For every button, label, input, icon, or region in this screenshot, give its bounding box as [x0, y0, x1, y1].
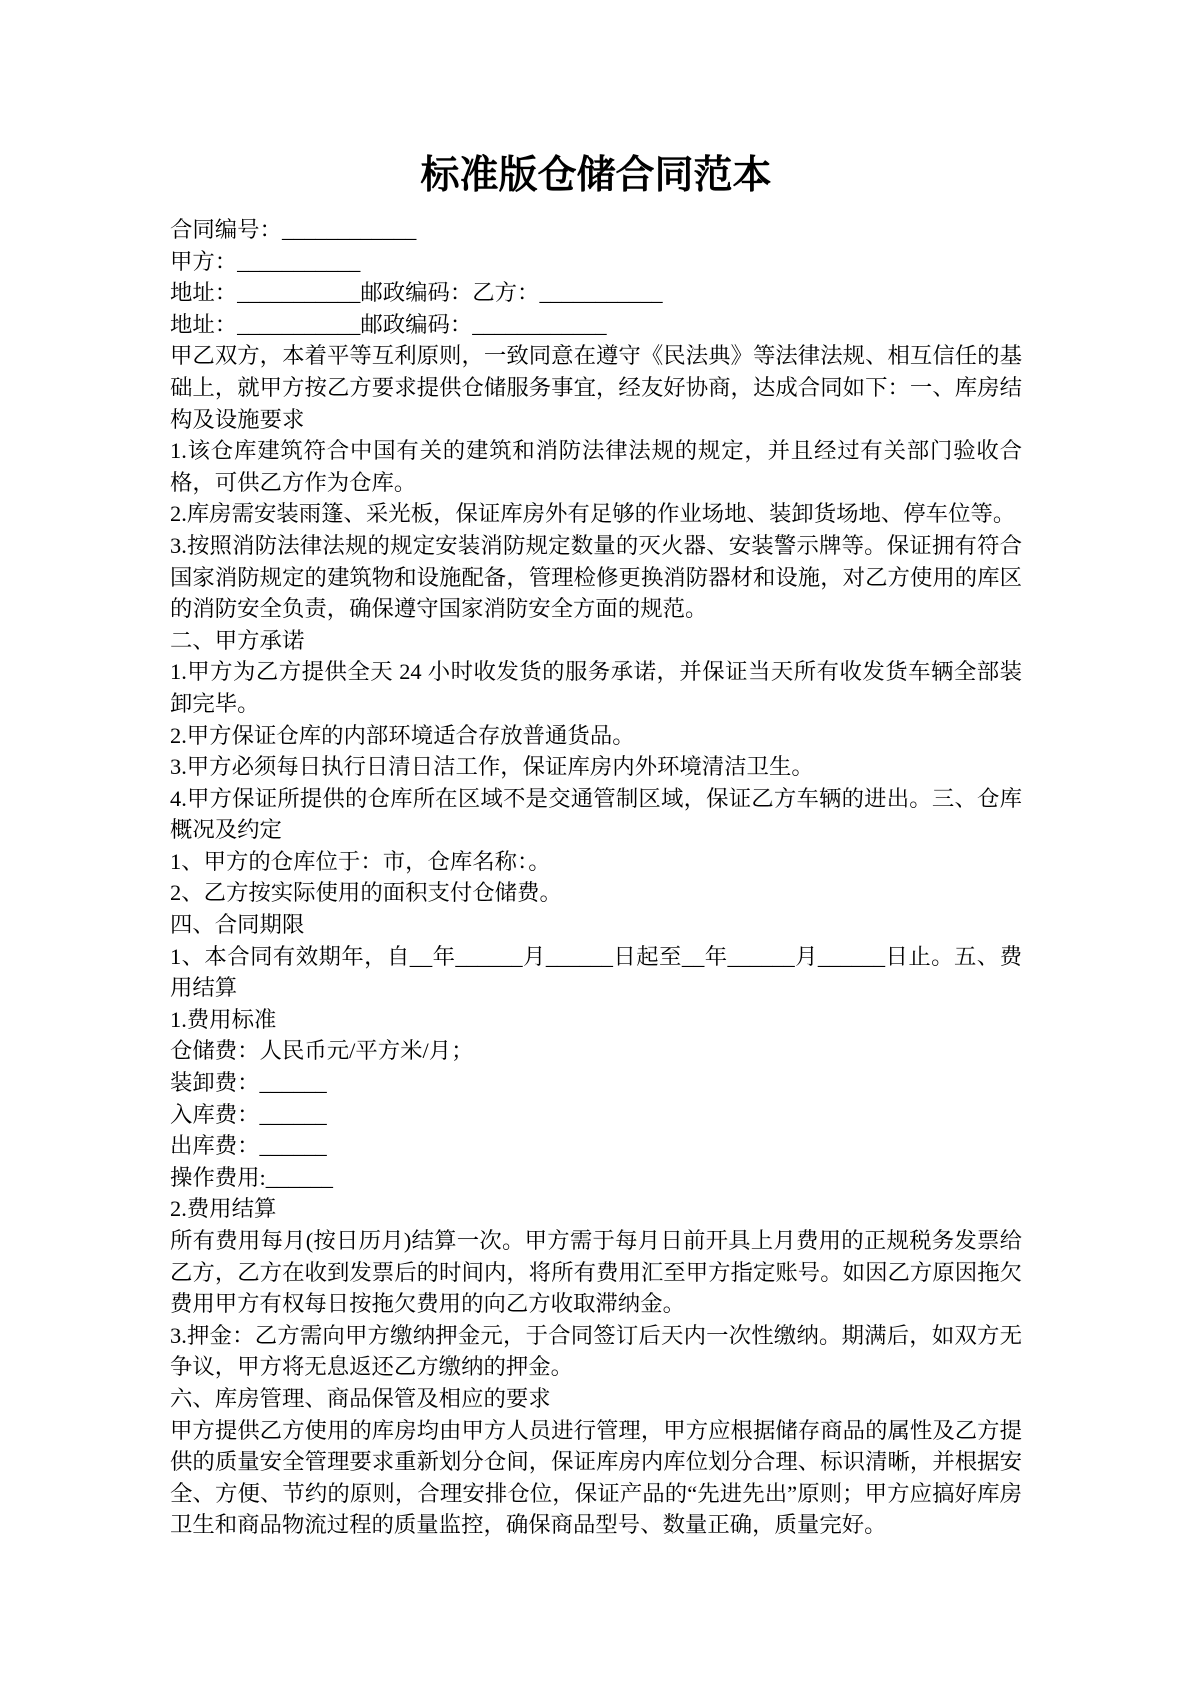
document-paragraph: 2.库房需安装雨篷、采光板，保证库房外有足够的作业场地、装卸货场地、停车位等。 — [170, 501, 1016, 527]
document-paragraph: 3.甲方必须每日执行日清日洁工作，保证库房内外环境清洁卫生。 — [170, 754, 814, 780]
document-paragraph: 4.甲方保证所提供的仓库所在区域不是交通管制区域，保证乙方车辆的进出。三、仓库概况及约定 — [170, 785, 1022, 843]
document-paragraph: 3.押金：乙方需向甲方缴纳押金元，于合同签订后天内一次性缴纳。期满后，如双方无争议，甲方将无息返还乙方缴纳的押金。 — [170, 1322, 1022, 1380]
document-paragraph: 合同编号：____________ — [170, 217, 417, 242]
contract-document — [170, 150, 1022, 1541]
document-paragraph: 装卸费：______ — [170, 1070, 327, 1096]
document-paragraph: 2.甲方保证仓库的内部环境适合存放普通货品。 — [170, 722, 635, 748]
document-body — [170, 214, 1022, 1541]
document-paragraph: 1.甲方为乙方提供全天 24 小时收发货的服务承诺，并保证当天所有收发货车辆全部装卸完毕。 — [170, 659, 1022, 716]
document-paragraph: 1.该仓库建筑符合中国有关的建筑和消防法律法规的规定，并且经过有关部门验收合格，可供乙方作为仓库。 — [170, 438, 1022, 495]
document-paragraph: 1、甲方的仓库位于：市，仓库名称：。 — [170, 848, 551, 874]
document-paragraph: 二、甲方承诺 — [170, 627, 305, 653]
document-paragraph: 六、库房管理、商品保管及相应的要求 — [170, 1385, 551, 1411]
document-paragraph: 2、乙方按实际使用的面积支付仓储费。 — [170, 880, 562, 906]
document-paragraph: 仓储费：人民币元/平方米/月； — [170, 1038, 474, 1064]
document-paragraph: 甲乙双方，本着平等互利原则，一致同意在遵守《民法典》等法律法规、相互信任的基础上，就甲方按乙方要求提供仓储服务事宜，经友好协商，达成合同如下：一、库房结构及设施要求 — [170, 343, 1022, 432]
document-paragraph: 出库费：______ — [170, 1133, 327, 1159]
document-title: 标准版仓储合同范本 — [420, 154, 772, 197]
document-paragraph: 1、本合同有效期年，自__年______月______日起至__年______月______日止。五、费用结算 — [170, 943, 1022, 1001]
document-paragraph: 地址：___________邮政编码：____________ — [170, 311, 607, 337]
document-paragraph: 1.费用标准 — [170, 1006, 277, 1032]
document-paragraph: 甲方：___________ — [170, 248, 361, 274]
document-paragraph: 甲方提供乙方使用的库房均由甲方人员进行管理，甲方应根据储存商品的属性及乙方提供的质量安全管理要求重新划分仓间，保证库房内库位划分合理、标识清晰，并根据安全、方便、节约的原则，合理安排仓位，保证产品的“先进先出”原则；甲方应搞好库房卫生和商品物流过程的质量监控，确保商品型号、数量正确，质量完好。 — [170, 1417, 1022, 1538]
document-paragraph: 2.费用结算 — [170, 1196, 277, 1222]
document-paragraph: 3.按照消防法律法规的规定安装消防规定数量的灭火器、安装警示牌等。保证拥有符合国家消防规定的建筑物和设施配备，管理检修更换消防器材和设施，对乙方使用的库区的消防安全负责，确保遵守国家消防安全方面的规范。 — [170, 532, 1022, 622]
document-paragraph: 四、合同期限 — [170, 912, 305, 938]
document-paragraph: 地址：___________邮政编码：乙方：___________ — [170, 280, 663, 306]
document-paragraph: 入库费：______ — [170, 1101, 327, 1127]
document-paragraph: 操作费用:______ — [170, 1164, 333, 1190]
document-paragraph: 所有费用每月(按日历月)结算一次。甲方需于每月日前开具上月费用的正规税务发票给乙方，乙方在收到发票后的时间内，将所有费用汇至甲方指定账号。如因乙方原因拖欠费用甲方有权每日按拖欠费用的向乙方收取滞纳金。 — [170, 1228, 1022, 1317]
